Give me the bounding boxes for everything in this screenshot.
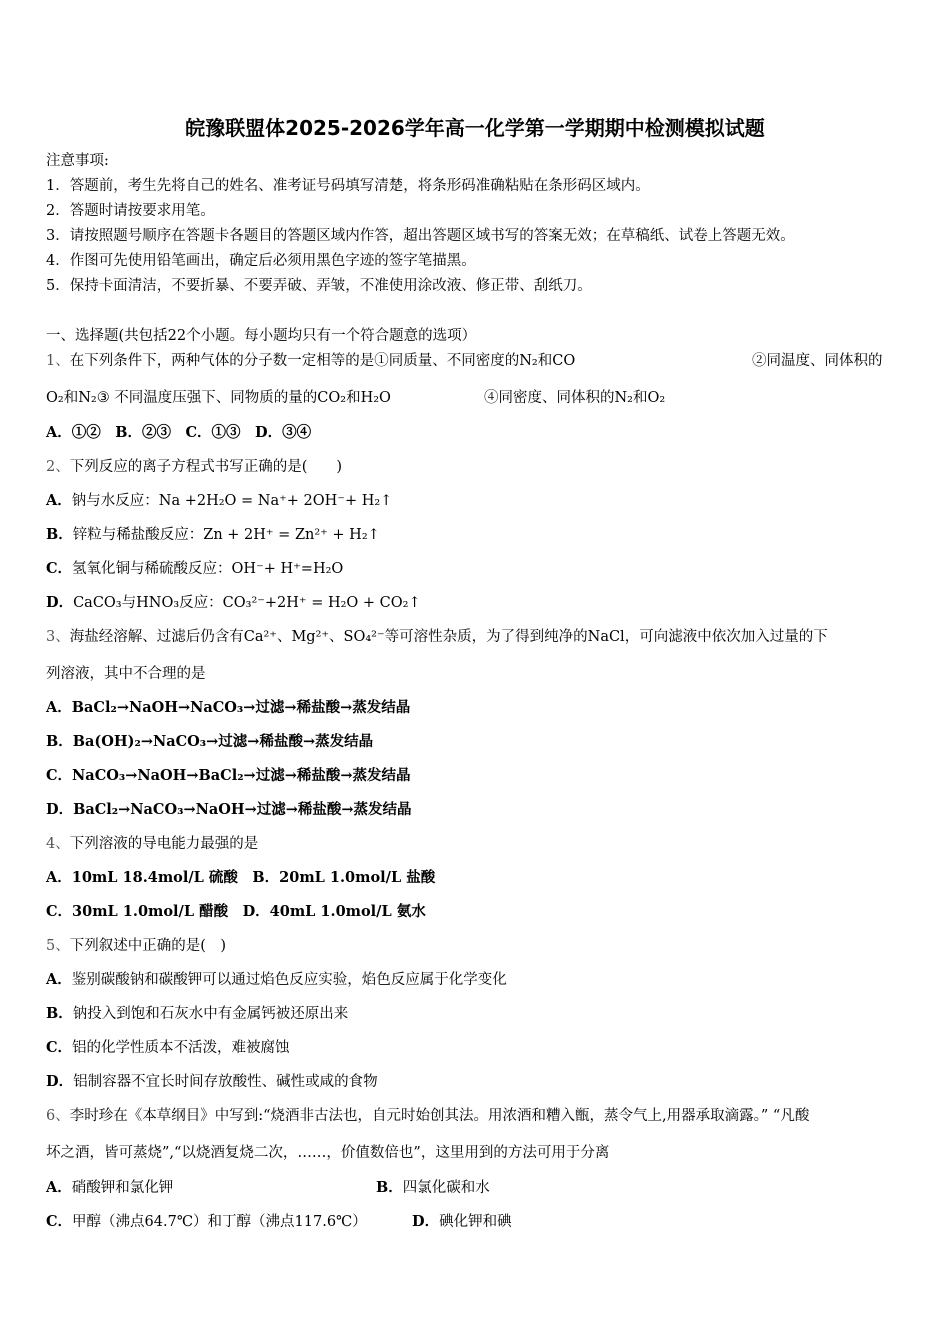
question-number: 1、	[46, 353, 70, 369]
option-c: C．氢氧化铜与稀硫酸反应：OH⁻+ H⁺=H₂O	[46, 560, 344, 577]
option-c: C．铝的化学性质本不活泼，难被腐蚀	[46, 1039, 290, 1056]
option-b: B．钠投入到饱和石灰水中有金属钙被还原出来	[46, 1005, 349, 1022]
option-d: D．CaCO₃与HNO₃反应：CO₃²⁻+2H⁺ = H₂O + CO₂↑	[46, 594, 421, 611]
options-line: A．10mL 18.4mol/L 硫酸 B．20mL 1.0mol/L 盐酸	[46, 869, 436, 886]
question-number: 4、	[46, 836, 70, 852]
options-line: C．30mL 1.0mol/L 醋酸 D．40mL 1.0mol/L 氨水	[46, 903, 426, 920]
question-stem: 下列叙述中正确的是( )	[69, 938, 227, 954]
option-d: D．碘化钾和碘	[412, 1213, 512, 1230]
notes-heading: 注意事项:	[46, 153, 109, 169]
question-number: 6、	[46, 1108, 70, 1124]
note-item: 4．作图可先使用铅笔画出，确定后必须用黑色字迹的签字笔描黑。	[46, 253, 476, 269]
option-b: B．锌粒与稀盐酸反应：Zn + 2H⁺ = Zn²⁺ + H₂↑	[46, 526, 380, 543]
question-stem: 海盐经溶解、过滤后仍含有Ca²⁺、Mg²⁺、SO₄²⁻等可溶性杂质，为了得到纯净的NaCl，可向滤液中依次加入过量的下	[69, 629, 828, 645]
note-item: 3．请按照题号顺序在答题卡各题目的答题区域内作答，超出答题区域书写的答案无效；在草稿纸、试卷上答题无效。	[46, 228, 795, 244]
question-stem: 在下列条件下，两种气体的分子数一定相等的是①同质量、不同密度的N₂和CO	[69, 353, 576, 369]
option-c: C．甲醇（沸点64.7℃）和丁醇（沸点117.6℃）	[46, 1213, 367, 1230]
question-stem-continued: O₂和N₂③ 不同温度压强下、同物质的量的CO₂和H₂O	[46, 390, 391, 406]
options-line: A．①② B．②③ C．①③ D．③④	[46, 424, 312, 441]
document-title: 皖豫联盟体2025-2026学年高一化学第一学期期中检测模拟试题	[185, 116, 765, 140]
question-stem-continued: 列溶液，其中不合理的是	[46, 666, 206, 682]
option-d: D．铝制容器不宜长时间存放酸性、碱性或咸的食物	[46, 1073, 378, 1090]
option-a: A．BaCl₂→NaOH→NaCO₃→过滤→稀盐酸→蒸发结晶	[46, 699, 411, 716]
question-stem-continued: ④同密度、同体积的N₂和O₂	[484, 390, 666, 406]
option-d: D．BaCl₂→NaCO₃→NaOH→过滤→稀盐酸→蒸发结晶	[46, 801, 412, 818]
section-heading: 一、选择题(共包括22个小题。每小题均只有一个符合题意的选项）	[46, 328, 477, 344]
question-stem-continued: ②同温度、同体积的	[752, 353, 883, 369]
question-stem: 下列反应的离子方程式书写正确的是( )	[69, 459, 343, 475]
option-a: A．鉴别碳酸钠和碳酸钾可以通过焰色反应实验，焰色反应属于化学变化	[46, 971, 507, 988]
option-c: C．NaCO₃→NaOH→BaCl₂→过滤→稀盐酸→蒸发结晶	[46, 767, 411, 784]
question-number: 5、	[46, 938, 70, 954]
option-b: B．四氯化碳和水	[376, 1179, 490, 1196]
note-item: 2．答题时请按要求用笔。	[46, 203, 215, 219]
question-stem: 李时珍在《本草纲目》中写到:“烧酒非古法也，自元时始创其法。用浓酒和糟入甑，蒸令气上,用器承取滴露。” “凡酸	[69, 1108, 810, 1124]
question-number: 3、	[46, 629, 70, 645]
question-stem: 下列溶液的导电能力最强的是	[69, 836, 259, 852]
option-a: A．硝酸钾和氯化钾	[46, 1179, 174, 1196]
option-b: B．Ba(OH)₂→NaCO₃→过滤→稀盐酸→蒸发结晶	[46, 733, 374, 750]
note-item: 1．答题前，考生先将自己的姓名、准考证号码填写清楚，将条形码准确粘贴在条形码区域内。	[46, 178, 650, 194]
option-a: A．钠与水反应：Na +2H₂O = Na⁺+ 2OH⁻+ H₂↑	[46, 492, 393, 509]
note-item: 5．保持卡面清洁，不要折暴、不要弄破、弄皱，不准使用涂改液、修正带、刮纸刀。	[46, 278, 592, 294]
question-number: 2、	[46, 459, 70, 475]
question-stem-continued: 坏之酒，皆可蒸烧”,“以烧酒复烧二次，……，价值数倍也”，这里用到的方法可用于分离	[46, 1145, 610, 1161]
